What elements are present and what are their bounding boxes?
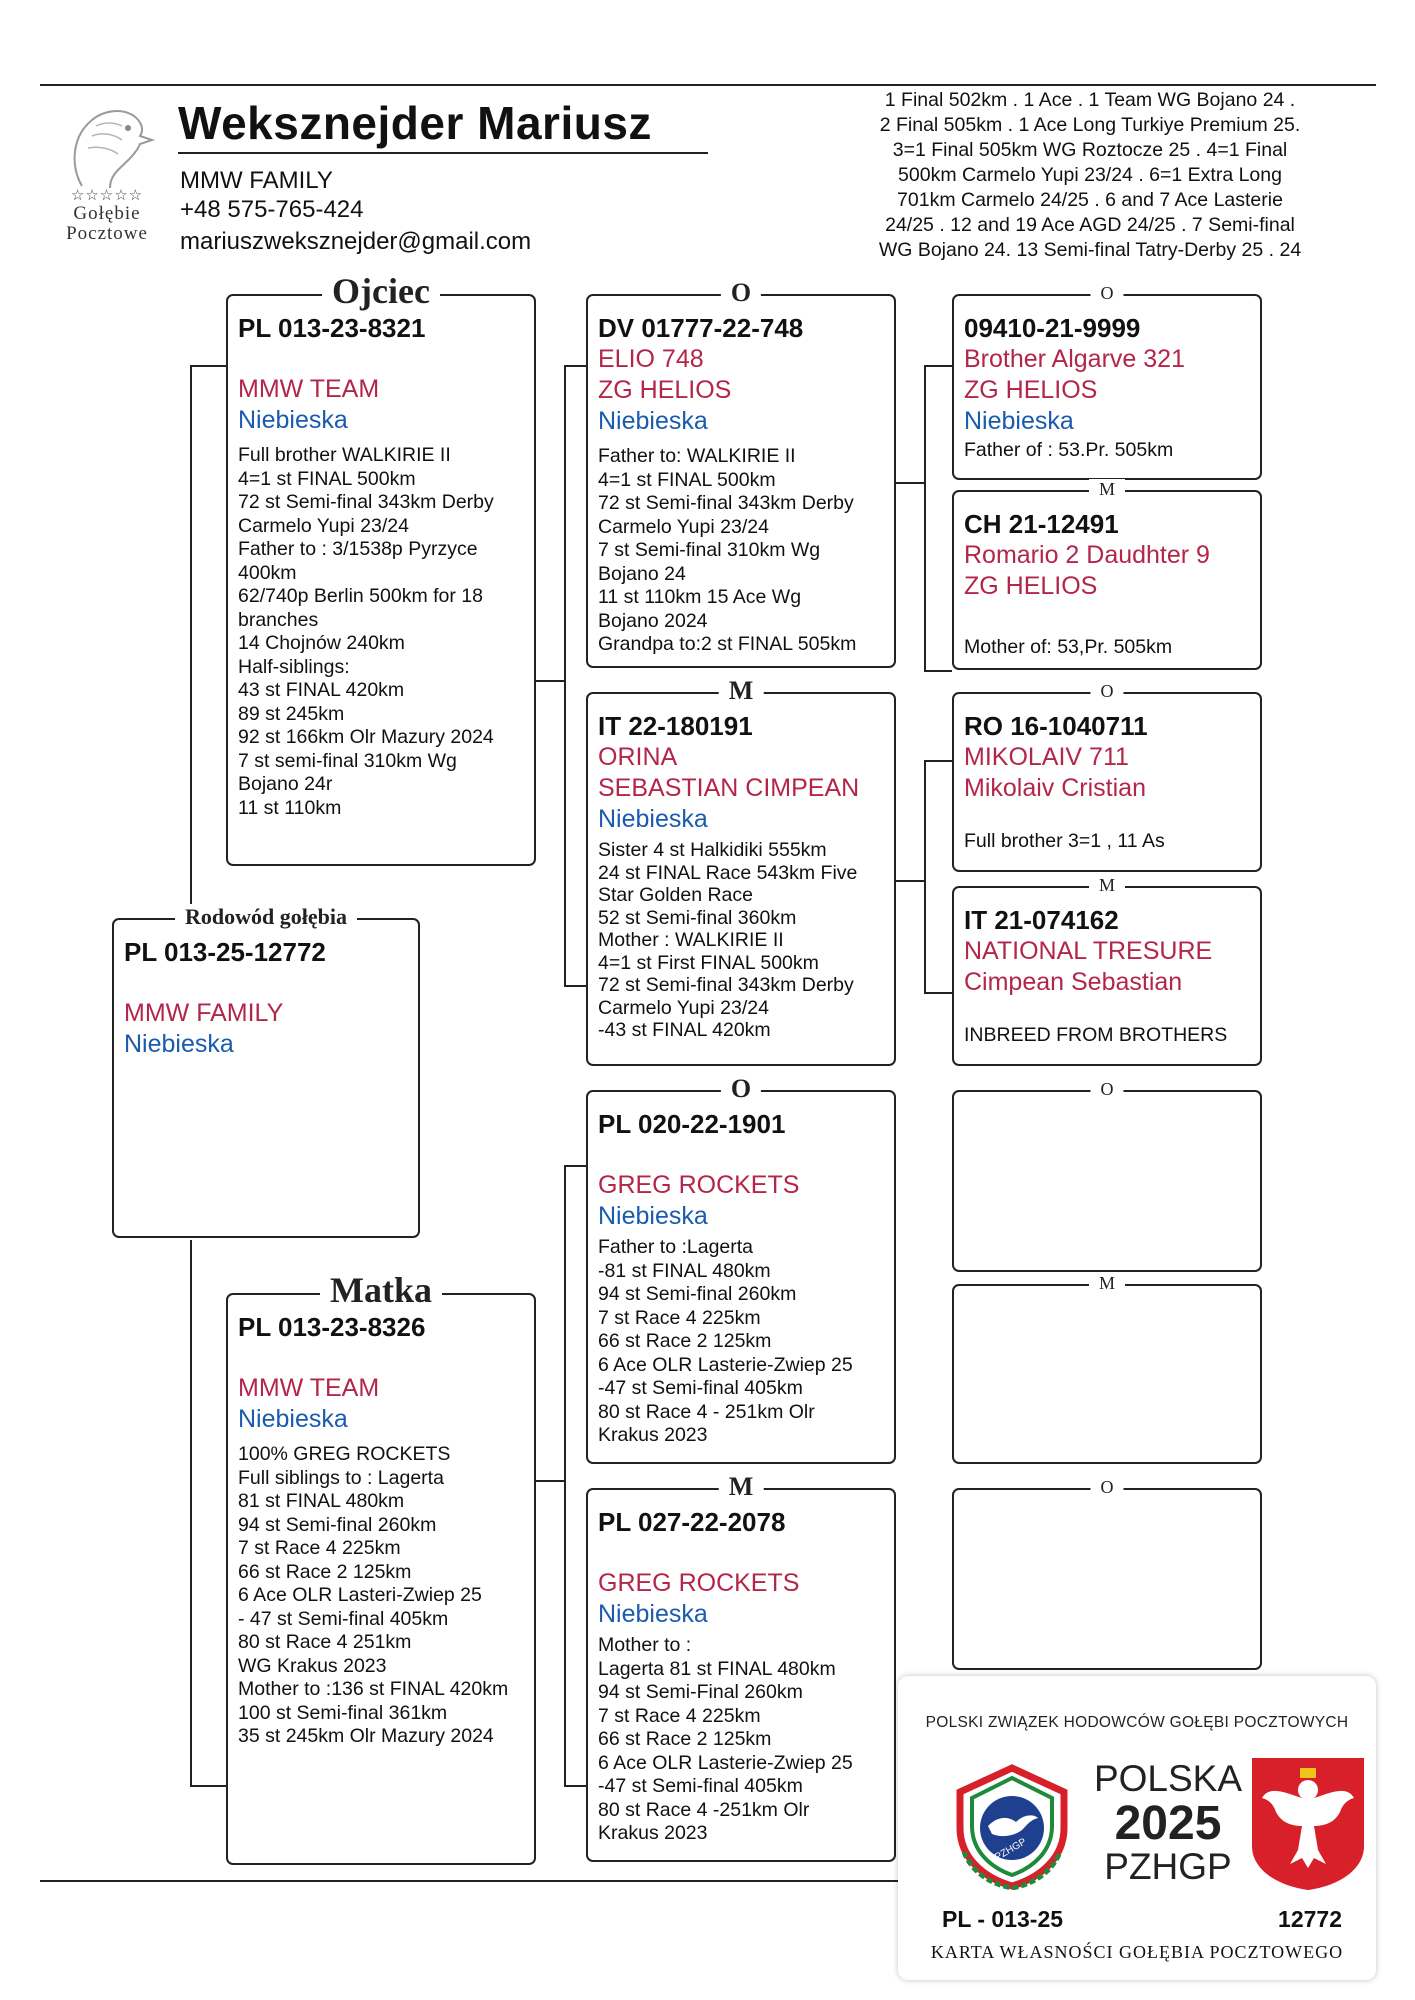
desc-line: 94 st Semi-Final 260km: [598, 1681, 803, 1703]
desc-line: Star Golden Race: [598, 884, 754, 906]
fm-description: [598, 839, 884, 1042]
desc-line: 400km: [238, 561, 297, 584]
achievement-line: 3=1 Final 505km WG Roztocze 25 . 4=1 Final: [892, 139, 1288, 161]
subject-name: MMW FAMILY: [124, 999, 284, 1027]
desc-line: Bojano 24r: [238, 773, 333, 795]
desc-line: -81 st FINAL 480km: [598, 1259, 771, 1282]
mf-label: O: [721, 1074, 761, 1104]
desc-line: Father to: WALKIRIE II: [598, 445, 796, 467]
father-box: [226, 271, 536, 866]
card-ring-prefix: PL - 013-25: [942, 1906, 1064, 1932]
desc-line: 72 st Semi-final 343km Derby: [598, 974, 854, 996]
fmm-breeder: Cimpean Sebastian: [964, 968, 1183, 996]
desc-line: WG Krakus 2023: [238, 1654, 387, 1677]
desc-line: 6 Ace OLR Lasteri-Zwiep 25: [238, 1584, 482, 1606]
ffm-box: [952, 479, 1262, 670]
fmf-breeder: Mikolaiv Cristian: [964, 774, 1146, 802]
ownership-card: [898, 1676, 1376, 1980]
connector: [564, 1165, 586, 1167]
mf-description: [598, 1236, 884, 1448]
subject-color: Niebieska: [124, 1030, 234, 1058]
fmf-box: [952, 681, 1262, 872]
ffm-name: Romario 2 Daudhter 9: [964, 541, 1210, 569]
father-label: Ojciec: [322, 270, 440, 312]
fff-name: Brother Algarve 321: [964, 345, 1185, 373]
desc-line: 80 st Race 4 251km: [238, 1631, 412, 1653]
subject-ring: PL 013-25-12772: [124, 937, 326, 967]
desc-line: 80 st Race 4 - 251km Olr: [598, 1400, 815, 1423]
mm-description: [598, 1634, 884, 1846]
desc-line: 66 st Race 2 125km: [598, 1728, 772, 1750]
connector: [190, 1785, 226, 1787]
connector: [564, 985, 586, 987]
desc-line: 72 st Semi-final 343km Derby: [598, 492, 854, 514]
connector: [190, 365, 226, 367]
mm-box: [586, 1472, 896, 1862]
mff-label: O: [1091, 1079, 1124, 1100]
ff-label: O: [721, 278, 761, 308]
connector: [536, 1480, 564, 1482]
card-country: POLSKA: [1093, 1758, 1243, 1799]
connector: [564, 365, 586, 367]
desc-line: 7 st Race 4 225km: [598, 1704, 761, 1727]
desc-line: 4=1 st FINAL 500km: [238, 467, 416, 490]
fff-breeder: ZG HELIOS: [964, 376, 1098, 404]
achievement-line: 2 Final 505km . 1 Ace Long Turkiye Premium 25.: [879, 114, 1301, 136]
desc-line: Full siblings to : Lagerta: [238, 1466, 444, 1489]
desc-line: - 47 st Semi-final 405km: [238, 1607, 449, 1630]
desc-line: 11 st 110km 15 Ace Wg: [598, 586, 802, 608]
mfm-box: [952, 1273, 1262, 1464]
ff-ring: DV 01777-22-748: [598, 313, 804, 343]
desc-line: -43 st FINAL 420km: [598, 1019, 771, 1041]
pigeon-head-icon: [52, 96, 162, 192]
desc-line: Mother to :136 st FINAL 420km: [238, 1678, 509, 1700]
desc-line: 94 st Semi-final 260km: [598, 1283, 797, 1305]
mf-name: GREG ROCKETS: [598, 1171, 800, 1199]
fm-label: M: [719, 676, 764, 706]
ff-breeder: ZG HELIOS: [598, 376, 732, 404]
desc-line: 4=1 st First FINAL 500km: [598, 951, 819, 974]
desc-line: 6 Ace OLR Lasterie-Zwiep 25: [598, 1353, 853, 1376]
desc-line: 14 Chojnów 240km: [238, 632, 405, 654]
desc-line: 81 st FINAL 480km: [238, 1490, 405, 1512]
mother-label: Matka: [320, 1269, 442, 1311]
desc-line: 4=1 st FINAL 500km: [598, 468, 776, 491]
connector: [536, 680, 564, 682]
mmf-label: O: [1091, 1477, 1124, 1498]
desc-line: 92 st 166km Olr Mazury 2024: [238, 726, 494, 748]
mf-ring: PL 020-22-1901: [598, 1109, 786, 1139]
fff-box: [952, 283, 1262, 480]
desc-line: Bojano 24: [598, 562, 686, 585]
achievements: [830, 88, 1350, 263]
desc-line: Carmelo Yupi 23/24: [598, 996, 769, 1019]
achievement-line: 500km Carmelo Yupi 23/24 . 6=1 Extra Long: [898, 164, 1282, 186]
fmf-ring: RO 16-1040711: [964, 711, 1148, 741]
father-name: MMW TEAM: [238, 375, 380, 403]
father-ring: PL 013-23-8321: [238, 313, 426, 343]
desc-line: 72 st Semi-final 343km Derby: [238, 491, 494, 513]
ff-color: Niebieska: [598, 407, 708, 435]
subject-label: Rodowód gołębia: [175, 904, 357, 930]
desc-line: 100 st Semi-final 361km: [238, 1701, 448, 1724]
fmm-description: INBREED FROM BROTHERS: [964, 1024, 1228, 1046]
ff-description: [598, 445, 884, 657]
achievement-line: WG Bojano 24. 13 Semi-final Tatry-Derby 25 . 24: [878, 239, 1302, 261]
connector: [896, 482, 924, 484]
mm-name: GREG ROCKETS: [598, 1569, 800, 1597]
connector: [924, 365, 952, 367]
card-header: POLSKI ZWIĄZEK HODOWCÓW GOŁĘBI POCZTOWYCH: [925, 1714, 1349, 1731]
ffm-description: Mother of: 53,Pr. 505km: [964, 636, 1173, 658]
desc-line: Lagerta 81 st FINAL 480km: [598, 1657, 836, 1680]
mother-ring: PL 013-23-8326: [238, 1312, 426, 1342]
connector: [924, 760, 926, 992]
mm-ring: PL 027-22-2078: [598, 1507, 786, 1537]
desc-line: 24 st FINAL Race 543km Five: [598, 861, 858, 884]
connector: [564, 1165, 566, 1785]
fmm-label: M: [1089, 875, 1125, 896]
desc-line: 89 st 245km: [238, 702, 345, 725]
fmm-box: [952, 875, 1262, 1066]
loft-name: MMW FAMILY: [180, 167, 333, 194]
fmf-name: MIKOLAIV 711: [964, 743, 1129, 771]
logo-stars: ☆☆☆☆☆: [70, 187, 144, 204]
card-footer: KARTA WŁASNOŚCI GOŁĘBIA POCZTOWEGO: [930, 1942, 1344, 1962]
mff-box: [952, 1079, 1262, 1272]
achievement-line: 701km Carmelo 24/25 . 6 and 7 Ace Lasterie: [897, 189, 1283, 211]
desc-line: 7 st Race 4 225km: [238, 1537, 401, 1559]
owner-name-underline: [178, 152, 708, 154]
mother-description: [238, 1443, 524, 1749]
mm-label: M: [719, 1472, 764, 1502]
ffm-breeder: ZG HELIOS: [964, 572, 1098, 600]
father-description: [238, 444, 524, 820]
ffm-label: M: [1089, 479, 1125, 500]
connector: [190, 365, 192, 915]
fmm-ring: IT 21-074162: [964, 905, 1119, 935]
desc-line: Full brother WALKIRIE II: [238, 444, 451, 466]
mm-color: Niebieska: [598, 1600, 708, 1628]
desc-line: 66 st Race 2 125km: [238, 1560, 412, 1583]
desc-line: Mother to :: [598, 1634, 692, 1656]
pigeon-logo: [44, 96, 170, 256]
fff-label: O: [1091, 283, 1124, 304]
mf-box: [586, 1074, 896, 1464]
desc-line: 11 st 110km: [238, 796, 342, 819]
desc-line: 35 st 245km Olr Mazury 2024: [238, 1725, 494, 1747]
card-ring-number: 12772: [1278, 1906, 1342, 1932]
desc-line: Mother : WALKIRIE II: [598, 929, 784, 951]
desc-line: 43 st FINAL 420km: [238, 679, 405, 701]
fmf-label: O: [1091, 681, 1124, 702]
desc-line: 7 st Race 4 225km: [598, 1306, 761, 1329]
desc-line: Sister 4 st Halkidiki 555km: [598, 839, 827, 861]
fff-description: Father of : 53.Pr. 505km: [964, 439, 1174, 461]
desc-line: -47 st Semi-final 405km: [598, 1377, 803, 1399]
connector: [896, 880, 924, 882]
desc-line: Father to :Lagerta: [598, 1236, 754, 1258]
fff-color: Niebieska: [964, 407, 1074, 435]
desc-line: -47 st Semi-final 405km: [598, 1775, 803, 1797]
owner-name: Weksznejder Mariusz: [178, 97, 652, 149]
connector: [564, 1785, 586, 1787]
top-rule: [40, 84, 1376, 86]
pzhgp-emblem-icon: [942, 1760, 1082, 1890]
desc-line: Carmelo Yupi 23/24: [238, 514, 409, 537]
fm-ring: IT 22-180191: [598, 711, 753, 741]
ff-name: ELIO 748: [598, 345, 704, 373]
desc-line: 7 st semi-final 310km Wg: [238, 749, 457, 772]
desc-line: 6 Ace OLR Lasterie-Zwiep 25: [598, 1751, 853, 1774]
desc-line: Krakus 2023: [598, 1424, 708, 1446]
fm-name: ORINA: [598, 743, 678, 771]
desc-line: 94 st Semi-final 260km: [238, 1513, 437, 1536]
connector: [924, 670, 952, 672]
desc-line: Bojano 2024: [598, 609, 708, 632]
owner-email: mariuszweksznejder@gmail.com: [180, 228, 532, 255]
desc-line: Grandpa to:2 st FINAL 505km: [598, 633, 857, 655]
desc-line: Carmelo Yupi 23/24: [598, 515, 769, 538]
card-org: PZHGP: [1104, 1846, 1232, 1887]
connector: [924, 992, 952, 994]
achievement-line: 1 Final 502km . 1 Ace . 1 Team WG Bojano 24 .: [884, 89, 1296, 111]
desc-line: branches: [238, 608, 319, 631]
fm-box: [586, 676, 896, 1066]
desc-line: Father to : 3/1538p Pyrzyce: [238, 538, 478, 560]
connector: [564, 365, 566, 985]
ffm-ring: CH 21-12491: [964, 509, 1119, 539]
fm-breeder: SEBASTIAN CIMPEAN: [598, 774, 860, 802]
mother-color: Niebieska: [238, 1405, 348, 1433]
desc-line: Krakus 2023: [598, 1822, 708, 1844]
mother-box: [226, 1270, 536, 1865]
polish-eagle-icon: [1248, 1754, 1368, 1894]
desc-line: Half-siblings:: [238, 655, 350, 678]
logo-text: Gołębie Pocztowe: [66, 203, 148, 244]
emblem-text: PZHGP: [993, 1836, 1029, 1864]
mf-color: Niebieska: [598, 1202, 708, 1230]
mother-name: MMW TEAM: [238, 1374, 380, 1402]
achievement-line: 24/25 . 12 and 19 Ace AGD 24/25 . 7 Semi-final: [885, 214, 1295, 236]
fmm-name: NATIONAL TRESURE: [964, 937, 1213, 965]
connector: [924, 760, 952, 762]
desc-line: 80 st Race 4 -251km Olr: [598, 1798, 810, 1821]
fmf-description: Full brother 3=1 , 11 As: [964, 830, 1165, 852]
pedigree-subject-box: [112, 904, 420, 1238]
desc-line: 66 st Race 2 125km: [598, 1330, 772, 1352]
mmf-box: [952, 1477, 1262, 1670]
desc-line: 7 st Semi-final 310km Wg: [598, 539, 821, 561]
desc-line: 100% GREG ROCKETS: [238, 1443, 451, 1465]
card-year: 2025: [1114, 1797, 1222, 1850]
bottom-rule: [40, 1880, 900, 1882]
mfm-label: M: [1089, 1273, 1125, 1294]
desc-line: 62/740p Berlin 500km for 18: [238, 585, 483, 607]
desc-line: 52 st Semi-final 360km: [598, 906, 797, 929]
fff-ring: 09410-21-9999: [964, 313, 1141, 343]
fm-color: Niebieska: [598, 805, 708, 833]
connector: [190, 1240, 192, 1785]
connector: [924, 365, 926, 670]
owner-phone: +48 575-765-424: [180, 196, 364, 223]
ff-box: [586, 278, 896, 668]
father-color: Niebieska: [238, 406, 348, 434]
